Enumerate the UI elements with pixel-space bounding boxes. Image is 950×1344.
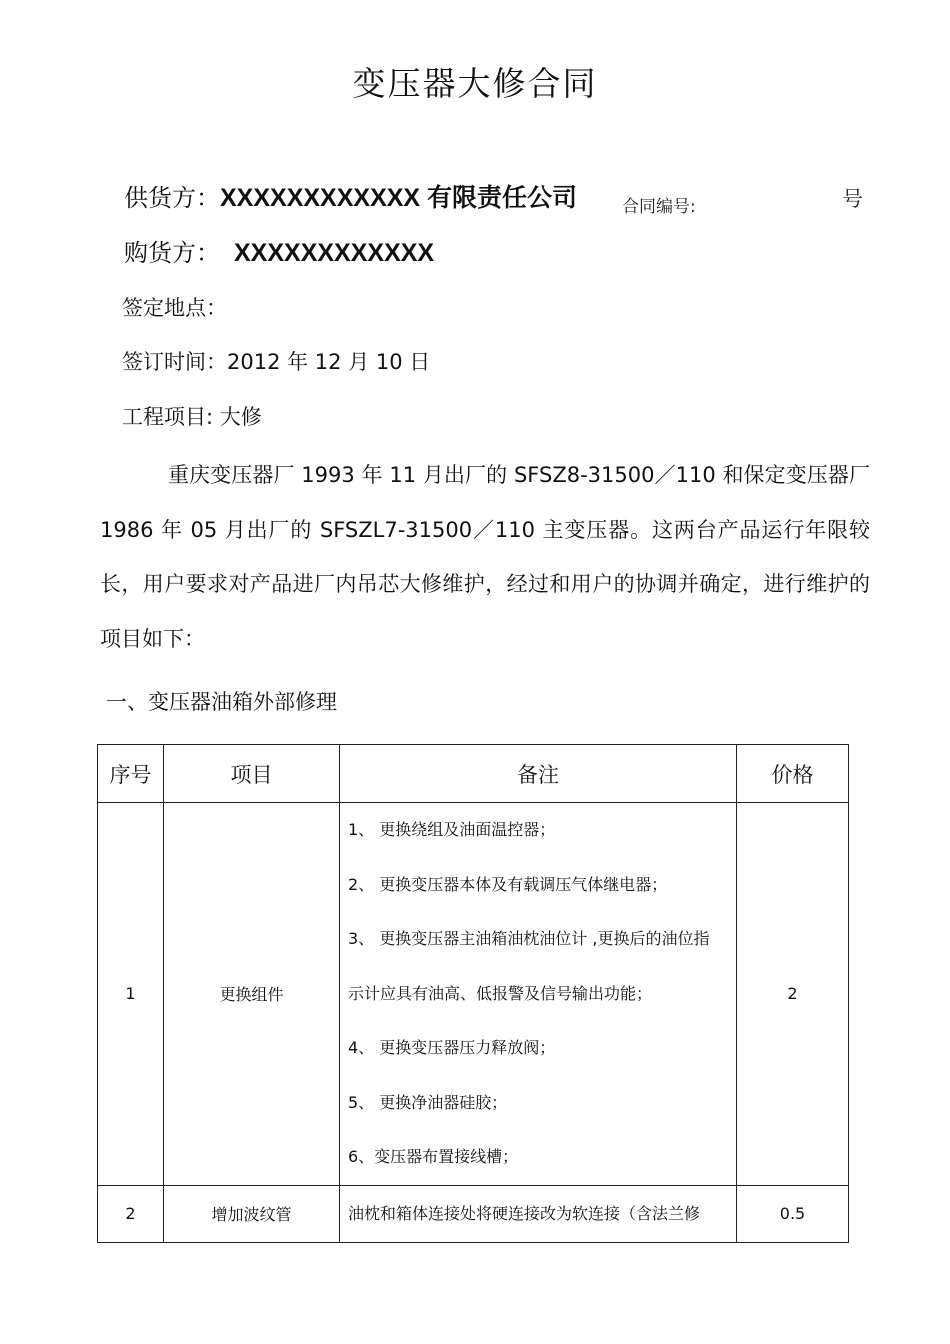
signing-time-value: 2012 年 12 月 10 日 (227, 350, 431, 374)
row-no: 1 (98, 803, 164, 1186)
note-line: 4、 更换变压器压力释放阀； (348, 1038, 556, 1057)
contract-number-label: 合同编号: (622, 197, 696, 217)
header-price: 价格 (737, 745, 849, 803)
buyer-line (124, 233, 434, 268)
project-value: 大修 (219, 405, 262, 429)
row-item: 更换组件 (164, 803, 340, 1186)
row-notes (340, 1185, 737, 1242)
header-no: 序号 (98, 745, 164, 803)
note-line: 油枕和箱体连接处将硬连接改为软连接（含法兰修 (348, 1203, 701, 1223)
supplier-label: 供货方： (124, 184, 220, 212)
note-line: 1、 更换绕组及油面温控器； (348, 820, 556, 839)
row-notes (340, 803, 737, 1186)
note-line: 示计应具有油高、低报警及信号输出功能； (348, 983, 653, 1003)
section-heading: 一、变压器油箱外部修理 (106, 690, 337, 714)
repair-items-table (97, 744, 849, 1243)
signing-place-label: 签定地点： (122, 296, 227, 320)
note-line: 2、 更换变压器本体及有载调压气体继电器； (348, 874, 668, 894)
note-line: 3、 更换变压器主油箱油枕油位计 ,更换后的油位指 (348, 929, 710, 948)
buyer-value: XXXXXXXXXXXX (234, 239, 435, 267)
intro-paragraph: 重庆变压器厂 1993 年 11 月出厂的 SFSZ8-31500／110 和保定变压器厂 1986 年 05 月出厂的 SFSZL7-31500／110 主变压器。这两台产品运行年限较长，用户要求对产品进厂内吊芯大修维护，经过和用户的协调并确定，进行维护的项目如下： (100, 463, 870, 651)
header-notes: 备注 (340, 745, 737, 803)
signing-time (122, 346, 430, 376)
contract-number-suffix: 号 (842, 187, 863, 211)
table-row (98, 1185, 849, 1242)
signing-time-label: 签订时间： (122, 350, 227, 374)
buyer-label: 购货方： (124, 239, 220, 267)
row-price: 0.5 (737, 1185, 849, 1242)
supplier-value: XXXXXXXXXXXX 有限责任公司 (220, 184, 578, 212)
project-line (122, 401, 262, 431)
table-header-row (98, 745, 849, 803)
row-no: 2 (98, 1185, 164, 1242)
header-item: 项目 (164, 745, 340, 803)
note-line: 6、变压器布置接线槽； (348, 1147, 519, 1166)
row-price: 2 (737, 803, 849, 1186)
supplier-line (124, 178, 577, 214)
note-line: 5、 更换净油器硅胶； (348, 1092, 508, 1112)
document-title: 变压器大修合同 (352, 64, 598, 103)
signing-place (122, 292, 227, 322)
row-item: 增加波纹管 (164, 1185, 340, 1242)
project-label: 工程项目: (122, 405, 214, 429)
table-row (98, 803, 849, 1186)
